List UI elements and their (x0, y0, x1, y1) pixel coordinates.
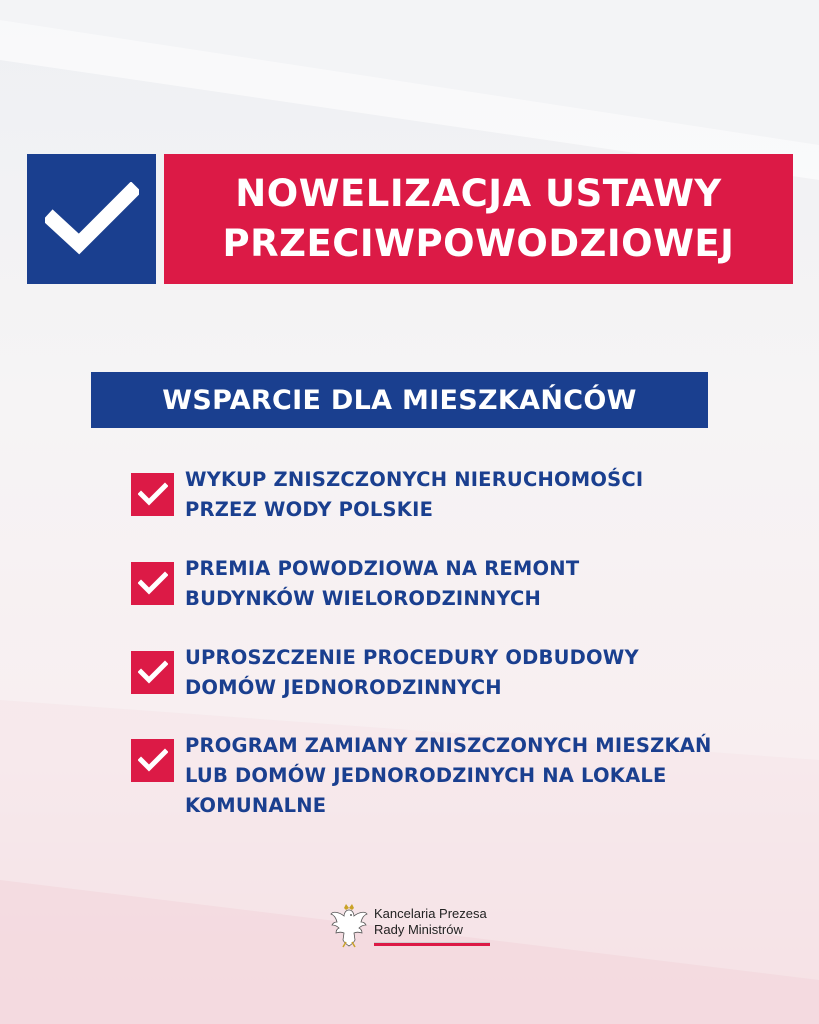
list-item-line: DOMÓW JEDNORODZINNYCH (185, 676, 502, 699)
logo-text (374, 906, 487, 938)
checkmark-icon (138, 748, 168, 772)
section-heading-box (91, 372, 708, 428)
list-item-line: BUDYNKÓW WIELORODZINNYCH (185, 587, 542, 610)
logo-flag-rule (374, 942, 490, 946)
item-check-box (131, 562, 174, 605)
list-item (131, 731, 765, 821)
header-title-box (164, 154, 793, 284)
list-item-line: UPROSZCZENIE PROCEDURY ODBUDOWY (185, 646, 639, 669)
item-check-box (131, 651, 174, 694)
list-item-line: KOMUNALNE (185, 794, 327, 817)
list-item (131, 643, 765, 703)
checkmark-icon (138, 482, 168, 506)
list-item-line: WYKUP ZNISZCZONYCH NIERUCHOMOŚCI (185, 468, 644, 491)
header-check-box (27, 154, 156, 284)
logo-text-line: Kancelaria Prezesa (374, 906, 487, 921)
logo-text-line: Rady Ministrów (374, 922, 463, 937)
checkmark-icon (138, 660, 168, 684)
polish-eagle-emblem-icon (329, 902, 369, 950)
list-item-line: PROGRAM ZAMIANY ZNISZCZONYCH MIESZKAŃ (185, 734, 712, 757)
item-check-box (131, 473, 174, 516)
list-item-text (185, 643, 765, 703)
item-check-box (131, 739, 174, 782)
page-title-line-2: PRZECIWPOWODZIOWEJ (222, 222, 735, 265)
list-item (131, 554, 765, 614)
list-item-text (185, 465, 765, 525)
list-item-line: PRZEZ WODY POLSKIE (185, 498, 434, 521)
list-item-text (185, 554, 765, 614)
page-title-line-1: NOWELIZACJA USTAWY (235, 172, 722, 215)
logo-rule-red (374, 943, 490, 946)
logo (329, 902, 499, 952)
list-item-text (185, 731, 765, 821)
list-item-line: PREMIA POWODZIOWA NA REMONT (185, 557, 580, 580)
list-item (131, 465, 765, 525)
section-heading: WSPARCIE DLA MIESZKAŃCÓW (162, 384, 637, 416)
checkmark-icon (138, 571, 168, 595)
checkmark-icon (45, 182, 139, 256)
list-item-line: LUB DOMÓW JEDNORODZINYCH NA LOKALE (185, 764, 667, 787)
